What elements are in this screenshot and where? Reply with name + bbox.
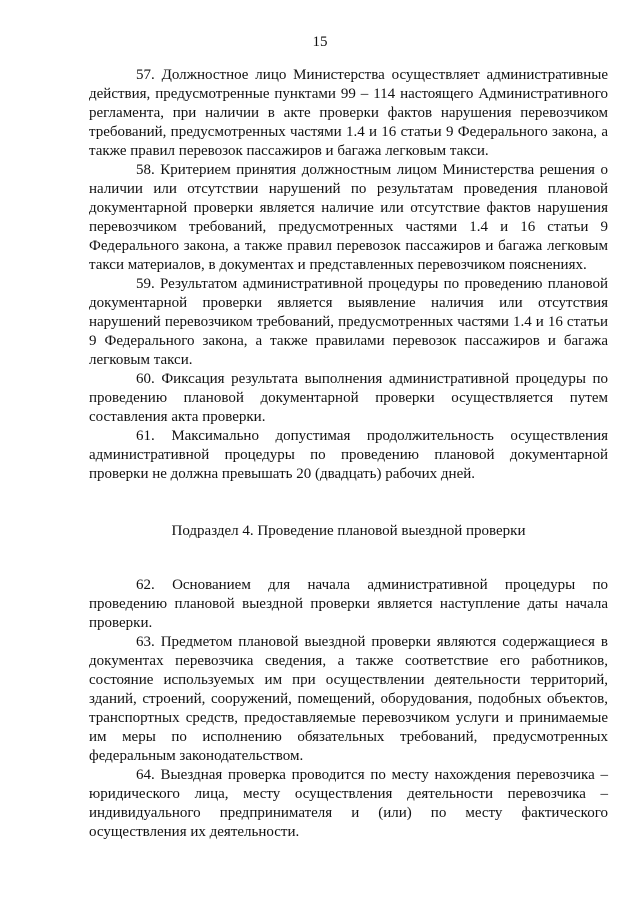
page-number: 15 <box>312 34 328 50</box>
subsection-heading: Подраздел 4. Проведение плановой выездной проверки <box>171 523 526 539</box>
paragraph-63: 63. Предметом плановой выездной проверки являются содержащиеся в документах перевозчика сведения, а также соответствие его работников, состояние используемых им при осуществлении деятельности территорий, зданий, строений, сооружений, помещений, оборудования, подобных объектов, транспортных средств, предоставляемые перевозчиком услуги и принимаемые им меры по исполнению обязательных требований, предусмотренных федеральным законодательством. <box>89 634 608 764</box>
document-body <box>89 66 608 842</box>
paragraph-57: 57. Должностное лицо Министерства осуществляет административные действия, предусмотренные пунктами 99 – 114 настоящего Административного регламента, при наличии в акте проверки фактов нарушения перевозчиком требований, предусмотренных частями 1.4 и 16 статьи 9 Федерального закона, а также правил перевозок пассажиров и багажа легковым такси. <box>89 67 608 159</box>
paragraph-59: 59. Результатом административной процедуры по проведению плановой документарной проверки является выявление наличия или отсутствия нарушений перевозчиком требований, предусмотренных частями 1.4 и 16 статьи 9 Федерального закона, а также правилами перевозок пассажиров и багажа легковым такси. <box>89 276 608 368</box>
paragraph-64: 64. Выездная проверка проводится по месту нахождения перевозчика – юридического лица, месту осуществления деятельности перевозчика – индивидуального предпринимателя и (или) по месту фактического осуществления их деятельности. <box>89 767 608 840</box>
paragraph-60: 60. Фиксация результата выполнения административной процедуры по проведению плановой документарной проверки осуществляется путем составления акта проверки. <box>89 371 608 425</box>
paragraph-61: 61. Максимально допустимая продолжительность осуществления административной процедуры по проведению плановой документарной проверки не должна превышать 20 (двадцать) рабочих дней. <box>89 428 608 482</box>
paragraph-58: 58. Критерием принятия должностным лицом Министерства решения о наличии или отсутствии нарушений по результатам проведения плановой документарной проверки является наличие или отсутствие фактов нарушения перевозчиком требований, предусмотренных частями 1.4 и 16 статьи 9 Федерального закона, а также правил перевозок пассажиров и багажа легковым такси материалов, в документах и представленных перевозчиком пояснениях. <box>89 162 608 273</box>
paragraph-62: 62. Основанием для начала административной процедуры по проведению плановой выездной проверки является наступление даты начала проверки. <box>89 577 608 631</box>
